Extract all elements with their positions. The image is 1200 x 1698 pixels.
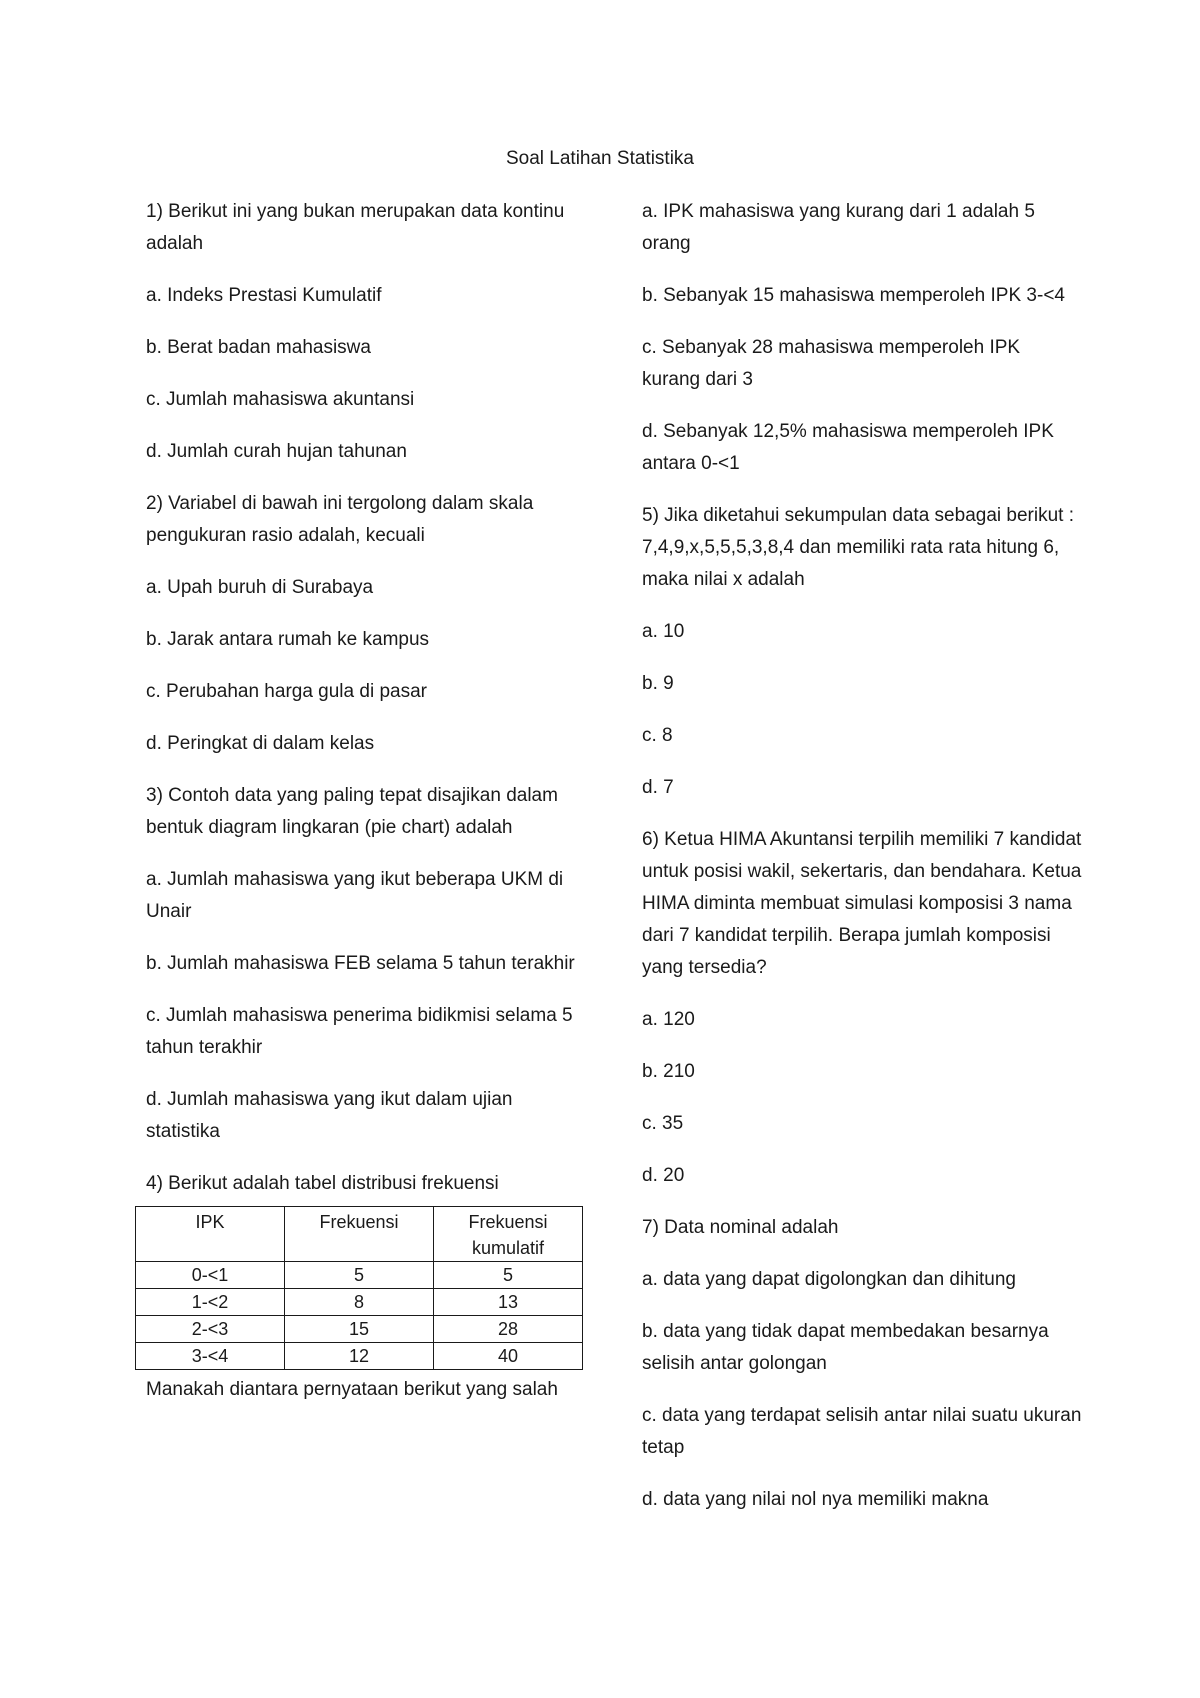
q2-option-d: d. Peringkat di dalam kelas — [146, 733, 375, 754]
q3-option-a: a. Jumlah mahasiswa yang ikut beberapa UKM di Unair — [146, 869, 564, 922]
q3-option-b: b. Jumlah mahasiswa FEB selama 5 tahun terakhir — [146, 953, 575, 974]
cell-frekuensi: 5 — [285, 1262, 434, 1289]
cell-kumulatif: 13 — [434, 1289, 583, 1316]
q7-option-c: c. data yang terdapat selisih antar nilai suatu ukuran tetap — [642, 1405, 1082, 1458]
q5-option-c: c. 8 — [642, 725, 673, 746]
q5-option-b: b. 9 — [642, 673, 674, 694]
q5-option-d: d. 7 — [642, 777, 674, 798]
left-column — [146, 196, 586, 1426]
cell-kumulatif: 5 — [434, 1262, 583, 1289]
question-5: 5) Jika diketahui sekumpulan data sebagai berikut : 7,4,9,x,5,5,5,3,8,4 dan memiliki rata rata hitung 6, maka nilai x adalah — [642, 505, 1074, 590]
q6-option-d: d. 20 — [642, 1165, 685, 1186]
question-2: 2) Variabel di bawah ini tergolong dalam skala pengukuran rasio adalah, kecuali — [146, 493, 534, 546]
cell-ipk: 2-<3 — [136, 1316, 285, 1343]
frequency-table — [135, 1206, 583, 1370]
q6-option-a: a. 120 — [642, 1009, 695, 1030]
question-1: 1) Berikut ini yang bukan merupakan data kontinu adalah — [146, 201, 565, 254]
q7-option-a: a. data yang dapat digolongkan dan dihitung — [642, 1269, 1016, 1290]
q4-option-c: c. Sebanyak 28 mahasiswa memperoleh IPK kurang dari 3 — [642, 337, 1021, 390]
document-title: Soal Latihan Statistika — [505, 148, 694, 169]
cell-kumulatif: 40 — [434, 1343, 583, 1370]
cell-ipk: 1-<2 — [136, 1289, 285, 1316]
table-row — [136, 1316, 583, 1343]
q1-option-c: c. Jumlah mahasiswa akuntansi — [146, 389, 415, 410]
q6-option-b: b. 210 — [642, 1061, 695, 1082]
q6-option-c: c. 35 — [642, 1113, 684, 1134]
q2-option-a: a. Upah buruh di Surabaya — [146, 577, 374, 598]
right-column — [642, 196, 1082, 1536]
q7-option-b: b. data yang tidak dapat membedakan besarnya selisih antar golongan — [642, 1321, 1049, 1374]
cell-kumulatif: 28 — [434, 1316, 583, 1343]
table-header-row — [136, 1207, 583, 1262]
question-3: 3) Contoh data yang paling tepat disajikan dalam bentuk diagram lingkaran (pie chart) adalah — [146, 785, 558, 838]
q4-option-b: b. Sebanyak 15 mahasiswa memperoleh IPK 3-<4 — [642, 285, 1065, 306]
cell-frekuensi: 15 — [285, 1316, 434, 1343]
q1-option-a: a. Indeks Prestasi Kumulatif — [146, 285, 382, 306]
q1-option-b: b. Berat badan mahasiswa — [146, 337, 371, 358]
cell-ipk: 0-<1 — [136, 1262, 285, 1289]
header-frekuensi-kumulatif: Frekuensi kumulatif — [434, 1207, 583, 1262]
q2-option-b: b. Jarak antara rumah ke kampus — [146, 629, 430, 650]
cell-ipk: 3-<4 — [136, 1343, 285, 1370]
q5-option-a: a. 10 — [642, 621, 685, 642]
cell-frekuensi: 12 — [285, 1343, 434, 1370]
table-row — [136, 1262, 583, 1289]
cell-frekuensi: 8 — [285, 1289, 434, 1316]
q7-option-d: d. data yang nilai nol nya memiliki makna — [642, 1489, 989, 1510]
q3-option-d: d. Jumlah mahasiswa yang ikut dalam ujian statistika — [146, 1089, 513, 1142]
q1-option-d: d. Jumlah curah hujan tahunan — [146, 441, 407, 462]
header-frekuensi: Frekuensi — [285, 1207, 434, 1262]
question-7: 7) Data nominal adalah — [642, 1217, 839, 1238]
q3-option-c: c. Jumlah mahasiswa penerima bidikmisi selama 5 tahun terakhir — [146, 1005, 573, 1058]
table-row — [136, 1343, 583, 1370]
q2-option-c: c. Perubahan harga gula di pasar — [146, 681, 427, 702]
question-4: 4) Berikut adalah tabel distribusi frekuensi — [146, 1173, 499, 1194]
table-row — [136, 1289, 583, 1316]
q4-option-d: d. Sebanyak 12,5% mahasiswa memperoleh IPK antara 0-<1 — [642, 421, 1054, 474]
question-6: 6) Ketua HIMA Akuntansi terpilih memiliki 7 kandidat untuk posisi wakil, sekertaris, dan bendahara. Ketua HIMA diminta membuat simulasi komposisi 3 nama dari 7 kandidat terpilih. Berapa jumlah komposisi yang tersedia? — [642, 829, 1082, 978]
header-ipk: IPK — [136, 1207, 285, 1262]
q4-option-a: a. IPK mahasiswa yang kurang dari 1 adalah 5 orang — [642, 201, 1035, 254]
q4-followup: Manakah diantara pernyataan berikut yang salah — [146, 1379, 558, 1400]
